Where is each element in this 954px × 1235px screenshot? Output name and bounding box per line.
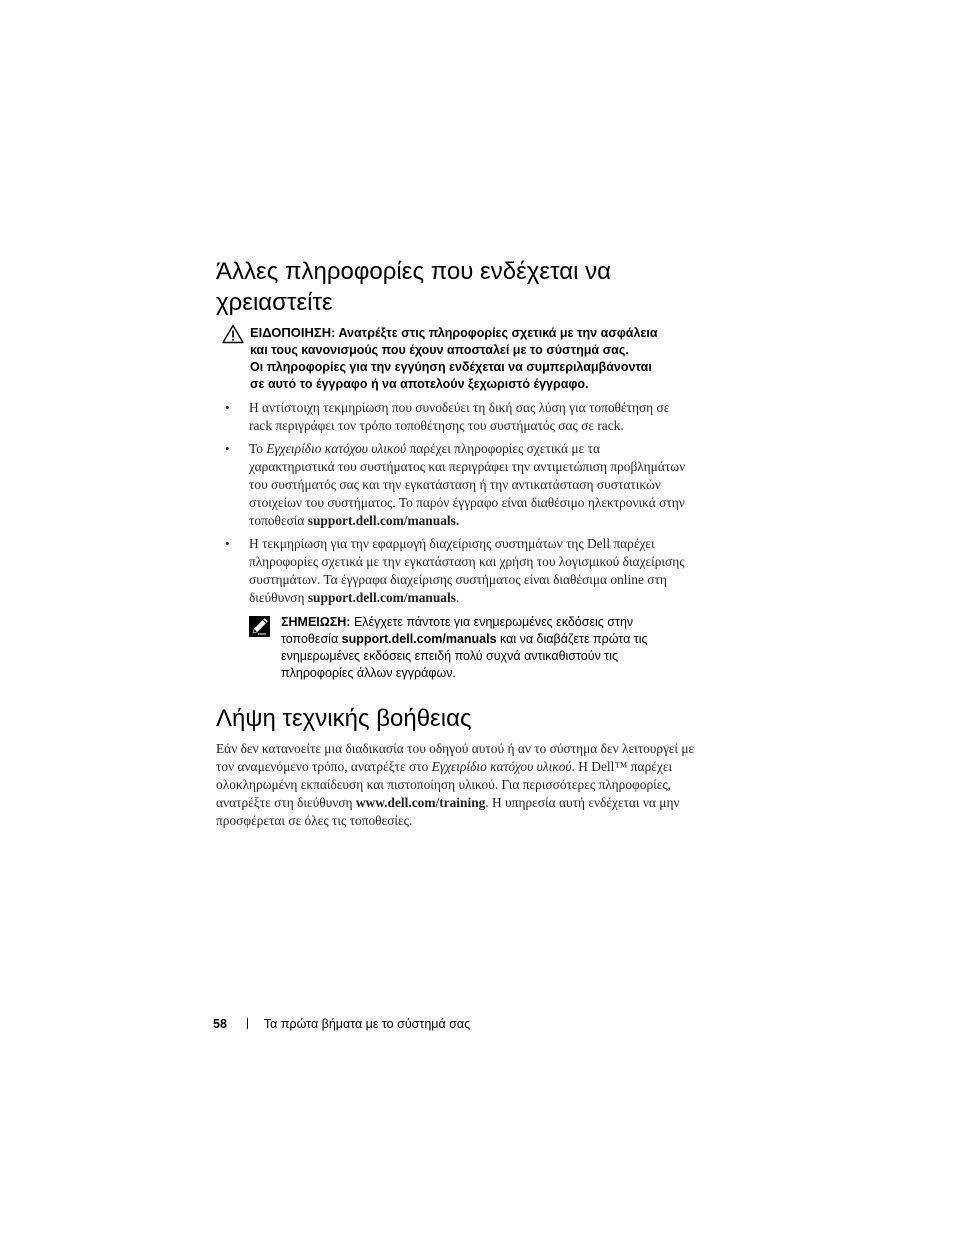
list-item bbox=[216, 535, 726, 607]
list-item-text: παρέχει πληροφορίες σχετικά με τα bbox=[406, 441, 600, 456]
note-pencil-icon bbox=[249, 616, 270, 637]
note-line: τοποθεσία bbox=[281, 632, 342, 646]
training-link[interactable]: www.dell.com/training bbox=[355, 795, 486, 810]
list-item-line: του συστήματός σας και την εγκατάσταση ή την αντικατάσταση συστατικών bbox=[249, 477, 661, 492]
bullet-icon: • bbox=[225, 536, 230, 551]
bullet-icon: • bbox=[225, 400, 230, 415]
footer-divider bbox=[247, 1018, 248, 1029]
section-title-line: Άλλες πληροφορίες που ενδέχεται να bbox=[216, 258, 611, 285]
list-item-text: . bbox=[455, 590, 460, 605]
list-item bbox=[216, 399, 726, 435]
note-line: και να διαβάζετε πρώτα τις bbox=[496, 632, 648, 646]
warning-line: σε αυτό το έγγραφο ή να αποτελούν ξεχωριστό έγγραφο. bbox=[250, 377, 589, 391]
list-item-text: τοποθεσία bbox=[249, 513, 308, 528]
paragraph-line: Εάν δεν κατανοείτε μια διαδικασία του οδηγού αυτού ή αν το σύστημα δεν λειτουργεί με bbox=[216, 741, 695, 756]
warning-line: Ανατρέξτε στις πληροφορίες σχετικά με την ασφάλεια bbox=[338, 326, 658, 340]
note-line: πληροφορίες άλλων εγγράφων. bbox=[281, 666, 456, 680]
list-item-line: χαρακτηριστικά του συστήματος και περιγράφει την αντιμετώπιση προβλημάτων bbox=[249, 459, 686, 474]
warning-triangle-icon bbox=[222, 324, 244, 344]
help-paragraph bbox=[216, 740, 726, 830]
paragraph-text: . Η υπηρεσία αυτή ενδέχεται να μην bbox=[485, 795, 680, 810]
paragraph-text: . Η Dell™ παρέχει bbox=[571, 759, 673, 774]
paragraph-line: προσφέρεται σε όλες τις τοποθεσίες. bbox=[216, 813, 413, 828]
manual-title: Εγχειρίδιο κατόχου υλικού bbox=[266, 441, 407, 456]
note-notice bbox=[249, 614, 719, 682]
manuals-link[interactable]: support.dell.com/manuals. bbox=[307, 513, 460, 528]
chapter-title: Τα πρώτα βήματα με το σύστημά σας bbox=[263, 1017, 471, 1031]
page-number: 58 bbox=[213, 1017, 227, 1031]
manuals-link[interactable]: support.dell.com/manuals bbox=[307, 590, 456, 605]
warning-notice bbox=[216, 324, 726, 393]
list-item-line: συστημάτων. Τα έγγραφα διαχείρισης συστήματος είναι διαθέσιμα online στη bbox=[249, 572, 667, 587]
manual-title: Εγχειρίδιο κατόχου υλικού bbox=[431, 759, 572, 774]
list-item-line: στοιχείων του συστήματος. Το παρόν έγγραφο είναι διαθέσιμο ηλεκτρονικά στην bbox=[249, 495, 685, 510]
note-line: ενημερωμένες εκδόσεις επειδή πολύ συχνά αντικαθιστούν τις bbox=[281, 649, 619, 663]
page-footer bbox=[213, 1015, 470, 1033]
warning-text bbox=[250, 324, 726, 393]
section-title-other-info bbox=[216, 256, 736, 318]
list-item-line: Η αντίστοιχη τεκμηρίωση που συνοδεύει τη δική σας λύση για τοποθέτηση σε bbox=[249, 400, 670, 415]
note-label: ΣΗΜΕΙΩΣΗ: bbox=[281, 615, 351, 629]
note-text bbox=[281, 614, 719, 682]
manuals-link[interactable]: support.dell.com/manuals bbox=[341, 632, 497, 646]
list-item-text: διεύθυνση bbox=[249, 590, 308, 605]
paragraph-text: τον αναμενόμενο τρόπο, ανατρέξτε στο bbox=[216, 759, 432, 774]
list-item-line: rack περιγράφει τον τρόπο τοποθέτησης του συστήματός σας σε rack. bbox=[249, 418, 624, 433]
list-item bbox=[216, 440, 726, 530]
list-item-line: πληροφορίες σχετικά με την εγκατάσταση και χρήση του λογισμικού διαχείρισης bbox=[249, 554, 685, 569]
list-item-text: Το bbox=[249, 441, 267, 456]
section-title-line: χρειαστείτε bbox=[216, 289, 333, 316]
list-item-line: Η τεκμηρίωση για την εφαρμογή διαχείρισης συστημάτων της Dell παρέχει bbox=[249, 536, 655, 551]
section-title-tech-help: Λήψη τεχνικής βοήθειας bbox=[216, 705, 472, 732]
warning-label: ΕΙΔΟΠΟΙΗΣΗ: bbox=[250, 325, 336, 340]
bullet-icon: • bbox=[225, 441, 230, 456]
paragraph-line: ολοκληρωμένη εκπαίδευση και πιστοποίηση υλικού. Για περισσότερες πληροφορίες, bbox=[216, 777, 672, 792]
paragraph-text: ανατρέξτε στη διεύθυνση bbox=[216, 795, 356, 810]
info-bullet-list bbox=[216, 399, 726, 612]
warning-line: Οι πληροφορίες για την εγγύηση ενδέχεται να συμπεριλαμβάνονται bbox=[250, 360, 652, 374]
note-line: Ελέγχετε πάντοτε για ενημερωμένες εκδόσεις στην bbox=[350, 615, 634, 629]
warning-line: και τους κανονισμούς που έχουν αποσταλεί με το σύστημά σας. bbox=[250, 343, 629, 357]
